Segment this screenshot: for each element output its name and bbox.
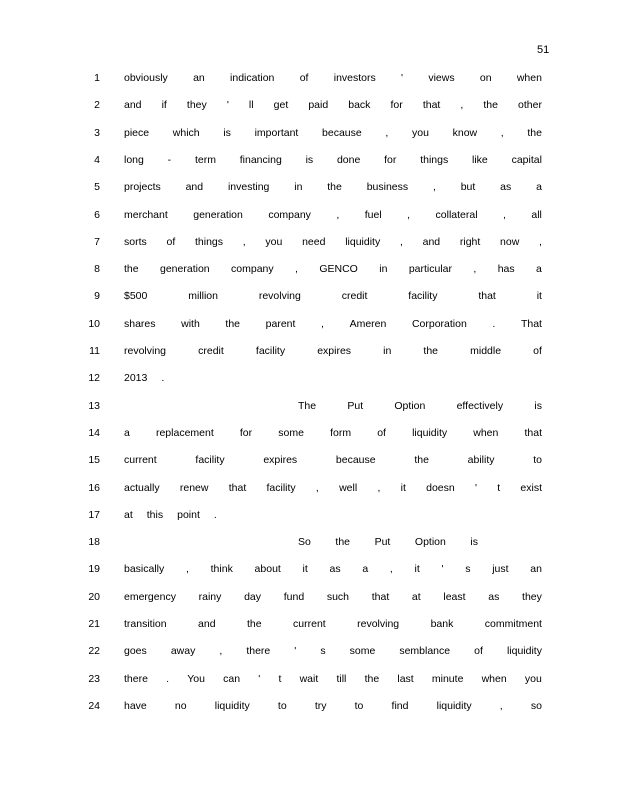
word: for: [239, 426, 253, 439]
word: at: [124, 508, 133, 521]
line-number: 19: [88, 563, 100, 576]
transcript-line: [0, 427, 618, 441]
word: done: [336, 153, 361, 166]
word: revolving: [357, 618, 400, 630]
word: sorts: [124, 235, 147, 248]
word: Option: [414, 536, 446, 549]
line-text: [124, 209, 542, 221]
word: the: [414, 454, 429, 467]
line-number: 13: [88, 399, 100, 412]
word: this: [146, 508, 164, 521]
transcript-line: [0, 482, 618, 496]
line-number: 9: [94, 290, 100, 303]
word: ,: [295, 263, 298, 276]
word: capital: [511, 153, 542, 166]
word: day: [244, 590, 262, 603]
word: minute: [431, 672, 464, 685]
word: the: [527, 126, 542, 139]
word: liquidity: [214, 699, 250, 712]
line-text: [124, 618, 542, 630]
word: semblance: [399, 645, 451, 658]
transcript-line: [0, 618, 618, 632]
word: of: [474, 645, 483, 658]
word: other: [518, 99, 542, 112]
word: generation: [160, 263, 210, 276]
word: revolving: [258, 290, 301, 303]
word: liquidity: [436, 699, 472, 712]
line-text: [124, 263, 542, 275]
word: ': [441, 563, 444, 576]
word: company: [231, 263, 274, 276]
line-number: 11: [89, 345, 100, 357]
line-number: 2: [94, 99, 100, 112]
word: ,: [407, 208, 411, 221]
word: a: [536, 181, 542, 194]
word: when: [481, 672, 507, 685]
word: generation: [193, 208, 243, 221]
word: Put: [347, 399, 364, 412]
word: fuel: [364, 208, 382, 221]
word: .: [492, 317, 496, 330]
word: Put: [374, 536, 391, 549]
word: all: [531, 208, 542, 221]
word: That: [520, 317, 542, 330]
word: the: [246, 618, 262, 630]
word: expires: [263, 454, 298, 467]
word: middle: [470, 345, 502, 357]
transcript-line: [0, 290, 618, 304]
word: collateral: [435, 208, 478, 221]
word: that: [524, 426, 542, 439]
word: there: [124, 672, 148, 685]
word: ,: [336, 208, 340, 221]
word: particular: [408, 263, 452, 276]
word: for: [390, 99, 403, 112]
word: doesn: [426, 481, 455, 494]
word: ,: [539, 235, 542, 248]
word: get: [273, 99, 289, 112]
line-text: [124, 645, 542, 657]
word: ,: [499, 699, 503, 712]
word: and: [198, 618, 216, 630]
transcript-line: [0, 209, 618, 223]
line-number: 3: [94, 126, 100, 139]
word: million: [188, 290, 218, 303]
word: $500: [124, 290, 148, 303]
word: current: [293, 618, 326, 630]
word: Corporation: [411, 317, 467, 330]
word: but: [460, 181, 476, 194]
word: in: [383, 345, 392, 357]
word: there: [246, 645, 271, 658]
word: like: [472, 153, 488, 166]
line-text: [124, 99, 542, 111]
word: indication: [230, 72, 275, 84]
line-number: 4: [94, 153, 100, 166]
word: know: [452, 126, 478, 139]
word: has: [497, 263, 515, 276]
transcript-line: [0, 645, 618, 659]
word: ll: [248, 99, 254, 112]
word: rainy: [198, 590, 222, 603]
word: about: [254, 563, 281, 576]
word: ,: [242, 235, 246, 248]
transcript-line: [0, 673, 618, 687]
word: investing: [227, 181, 270, 194]
line-number: 20: [88, 590, 100, 603]
word: ,: [473, 263, 477, 276]
word: which: [172, 126, 200, 139]
word: shares: [124, 317, 156, 330]
line-text: [124, 482, 542, 494]
word: the: [364, 672, 380, 685]
word: ,: [432, 181, 436, 194]
word: .: [166, 672, 170, 685]
transcript-line: [0, 509, 618, 523]
word: wait: [299, 672, 319, 685]
word: point: [177, 508, 200, 521]
line-text: [124, 372, 178, 384]
word: of: [533, 345, 542, 357]
word: things: [420, 153, 449, 166]
word: such: [326, 590, 350, 603]
word: back: [348, 99, 371, 112]
word: try: [314, 699, 327, 712]
word: renew: [179, 481, 209, 494]
word: have: [124, 699, 147, 712]
word: transition: [124, 618, 167, 630]
word: .: [213, 508, 217, 521]
word: t: [497, 481, 501, 494]
word: fund: [283, 590, 305, 603]
page-number: 51: [537, 44, 550, 56]
word: that: [478, 290, 496, 303]
word: the: [327, 181, 342, 194]
word: that: [228, 481, 247, 494]
line-text: [124, 427, 542, 439]
word: right: [459, 235, 481, 248]
word: liquidity: [345, 235, 381, 248]
word: till: [336, 672, 347, 685]
word: facility: [195, 454, 225, 467]
transcript-line: [0, 181, 618, 195]
word: well: [339, 481, 358, 494]
word: you: [265, 235, 283, 248]
word: of: [299, 72, 309, 84]
word: is: [470, 536, 478, 549]
word: a: [124, 426, 130, 439]
word: ,: [399, 235, 403, 248]
word: it: [400, 481, 406, 494]
word: of: [377, 426, 386, 439]
word: no: [174, 699, 187, 712]
word: financing: [239, 153, 282, 166]
word: ,: [500, 126, 504, 139]
line-number: 12: [88, 372, 100, 385]
word: ,: [186, 563, 189, 576]
word: ,: [503, 208, 506, 221]
word: facility: [408, 290, 438, 303]
word: Ameren: [349, 317, 387, 330]
word: need: [302, 235, 326, 248]
word: s: [320, 645, 326, 658]
word: the: [483, 99, 498, 112]
word: liquidity: [412, 426, 448, 439]
word: goes: [124, 645, 147, 658]
word: ,: [219, 645, 223, 658]
word: current: [124, 454, 157, 467]
word: the: [225, 317, 241, 330]
word: it: [302, 563, 308, 576]
word: term: [194, 153, 216, 166]
line-text: [124, 454, 542, 466]
word: because: [322, 126, 362, 139]
word: ,: [321, 317, 324, 330]
line-text: [124, 127, 542, 139]
word: revolving: [124, 345, 167, 357]
line-number: 1: [94, 72, 100, 84]
word: ': [258, 672, 261, 685]
line-text: [124, 700, 542, 712]
transcript-line: [0, 454, 618, 468]
transcript-line: [0, 591, 618, 605]
word: as: [329, 563, 341, 576]
line-text: [124, 345, 542, 357]
word: expires: [317, 345, 352, 357]
word: liquidity: [506, 645, 542, 658]
word: t: [278, 672, 282, 685]
word: credit: [341, 290, 368, 303]
line-text: [124, 290, 542, 302]
word: exist: [520, 481, 542, 494]
word: to: [533, 454, 542, 467]
word: ,: [385, 126, 389, 139]
word: commitment: [484, 618, 542, 630]
word: you: [412, 126, 429, 139]
word: some: [278, 426, 304, 439]
word: some: [349, 645, 376, 658]
transcript-line: [0, 154, 618, 168]
line-number: 10: [88, 317, 100, 330]
word: Option: [394, 399, 426, 412]
word: because: [335, 454, 376, 467]
transcript-line: [0, 72, 618, 86]
transcript-line: [0, 536, 618, 550]
word: facility: [266, 481, 296, 494]
word: important: [254, 126, 299, 139]
line-text: [124, 236, 542, 248]
word: the: [335, 536, 351, 549]
word: facility: [255, 345, 286, 357]
word: to: [277, 699, 287, 712]
word: you: [524, 672, 542, 685]
line-number: 24: [88, 699, 100, 712]
word: now: [500, 235, 520, 248]
word: ,: [389, 563, 393, 576]
word: ': [294, 645, 297, 658]
transcript-line: [0, 99, 618, 113]
word: think: [210, 563, 233, 576]
word: it: [536, 290, 542, 303]
line-number: 6: [94, 208, 100, 221]
word: investors: [333, 72, 376, 84]
line-text: [124, 72, 542, 84]
word: credit: [198, 345, 224, 357]
word: a: [536, 263, 542, 276]
line-number: 21: [88, 618, 100, 630]
word: basically: [124, 563, 165, 576]
line-text: [298, 400, 542, 412]
word: long: [124, 153, 144, 166]
line-number: 17: [88, 508, 100, 521]
word: they: [186, 99, 207, 112]
word: with: [181, 317, 200, 330]
word: in: [379, 263, 388, 276]
word: bank: [430, 618, 454, 630]
transcript-line: [0, 372, 618, 386]
word: ': [474, 481, 477, 494]
word: The: [298, 399, 317, 412]
word: business: [366, 181, 409, 194]
word: it: [414, 563, 420, 576]
line-number: 16: [88, 481, 100, 494]
word: just: [492, 563, 509, 576]
word: if: [161, 99, 167, 112]
word: last: [397, 672, 414, 685]
transcript-line: [0, 318, 618, 332]
word: an: [193, 72, 205, 84]
word: can: [223, 672, 241, 685]
word: a: [362, 563, 369, 576]
transcript-line: [0, 700, 618, 714]
word: for: [384, 153, 397, 166]
word: merchant: [124, 208, 168, 221]
line-text: [124, 154, 542, 166]
word: when: [473, 426, 499, 439]
word: and: [185, 181, 204, 194]
word: piece: [124, 126, 150, 139]
word: in: [294, 181, 303, 194]
transcript-line: [0, 563, 618, 577]
word: ,: [315, 481, 319, 494]
line-text: [298, 536, 478, 548]
word: and: [422, 235, 441, 248]
word: actually: [124, 481, 160, 494]
word: -: [167, 153, 172, 166]
line-text: [124, 563, 542, 575]
transcript-line: [0, 400, 618, 414]
word: views: [428, 72, 455, 84]
word: so: [530, 699, 542, 712]
line-number: 15: [88, 454, 100, 467]
word: 2013: [124, 372, 148, 385]
line-number: 7: [94, 235, 100, 248]
word: parent: [265, 317, 296, 330]
word: as: [500, 181, 512, 194]
word: on: [479, 72, 492, 84]
word: form: [330, 426, 352, 439]
word: replacement: [155, 426, 214, 439]
word: at: [411, 590, 421, 603]
word: of: [166, 235, 176, 248]
word: ': [401, 72, 404, 84]
word: things: [195, 235, 224, 248]
word: that: [422, 99, 441, 112]
transcript-line: [0, 345, 618, 359]
line-number: 14: [88, 426, 100, 439]
word: ': [226, 99, 229, 112]
word: effectively: [456, 399, 504, 412]
line-number: 22: [88, 645, 100, 658]
word: emergency: [124, 590, 176, 603]
transcript-line: [0, 263, 618, 277]
line-number: 5: [94, 181, 100, 194]
word: find: [391, 699, 409, 712]
word: an: [530, 563, 542, 576]
word: So: [298, 536, 311, 549]
line-number: 23: [88, 672, 100, 685]
word: ability: [467, 454, 495, 467]
word: that: [371, 590, 390, 603]
word: projects: [124, 181, 161, 194]
line-number: 8: [94, 263, 100, 276]
word: is: [534, 399, 542, 412]
word: .: [161, 372, 165, 385]
word: the: [423, 345, 439, 357]
transcript-line: [0, 236, 618, 250]
word: You: [187, 672, 205, 685]
line-text: [124, 673, 542, 685]
word: is: [223, 126, 231, 139]
word: ,: [460, 99, 464, 112]
line-text: [124, 318, 542, 330]
word: away: [170, 645, 196, 658]
line-text: [124, 181, 542, 193]
word: is: [305, 153, 314, 166]
word: company: [268, 208, 311, 221]
word: they: [522, 590, 542, 603]
word: ,: [377, 481, 381, 494]
line-number: 18: [88, 536, 100, 549]
line-text: [124, 509, 231, 521]
word: and: [124, 99, 142, 112]
word: obviously: [124, 72, 168, 84]
word: when: [516, 72, 542, 84]
word: to: [354, 699, 364, 712]
transcript-line: [0, 127, 618, 141]
word: the: [124, 263, 139, 276]
word: as: [488, 590, 500, 603]
word: least: [443, 590, 466, 603]
word: paid: [308, 99, 329, 112]
line-text: [124, 591, 542, 603]
word: GENCO: [319, 263, 358, 276]
word: s: [465, 563, 471, 576]
